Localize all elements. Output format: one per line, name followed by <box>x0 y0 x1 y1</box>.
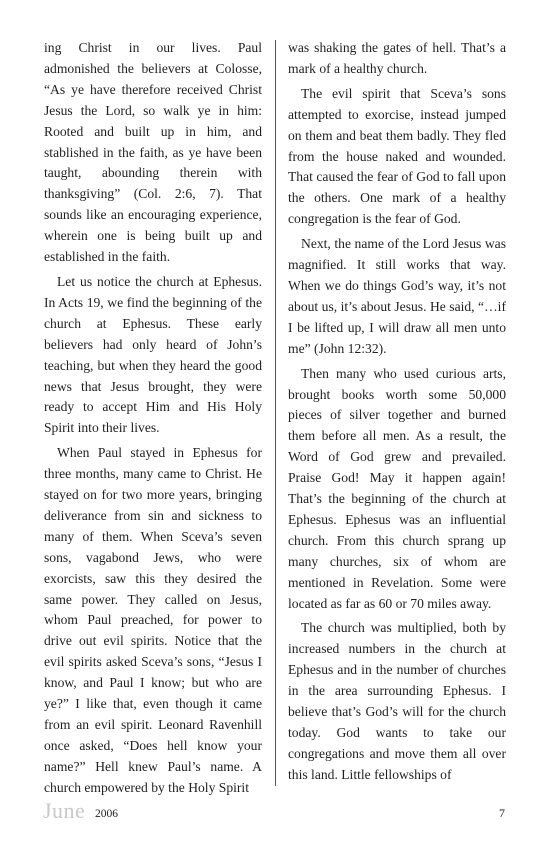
left-text-column <box>44 38 262 799</box>
paragraph: was shaking the gates of hell. That’s a mark of a healthy church. <box>288 40 506 76</box>
paragraph: ing Christ in our lives. Paul admonished the believers at Colosse, “As ye have therefore received Christ Jesus the Lord, so walk ye in him: Rooted and built up in him, and stablished in the faith, as ye have been taught, abounding therein with thanksgiving” (Col. 2:6, 7). That sounds like an encouraging experience, wherein one is being built up and established in the faith. <box>44 40 262 265</box>
right-text-column <box>288 38 506 786</box>
paragraph: Let us notice the church at Ephesus. In Acts 19, we find the beginning of the church at Ephesus. These early believers had only heard of John’s teaching, but when they heard the good news that Jesus brought, they were ready to accept Him and His Holy Spirit into their lives. <box>44 273 262 436</box>
paragraph: When Paul stayed in Ephesus for three months, many came to Christ. He stayed on for two more years, bringing deliverance from sin and sickness to many of them. When Sceva’s seven sons, vagabond Jews, who were exorcists, saw this they desired the same power. They called on Jesus, whom Paul preached, for power to drive out evil spirits. Notice that the evil spirits asked Sceva’s sons, “Jesus I know, and Paul I know; but who are ye?” I like that, even though it came from an evil spirit. Leonard Ravenhill once asked, “Does hell know your name?” Hell knew Paul’s name. A church empowered by the Holy Spirit <box>44 445 262 795</box>
footer-year: 2006 <box>95 808 118 820</box>
column-divider <box>275 40 276 786</box>
page-number: 7 <box>499 806 505 820</box>
paragraph: Then many who used curious arts, brought books worth some 50,000 pieces of silver together and burned them before all men. As a result, the Word of God grew and prevailed. Praise God! May it happen again! That’s the beginning of the church at Ephesus. Ephesus was an influential church. From this church sprang up many churches, six of whom are mentioned in Revelation. Some were located as far as 60 or 70 miles away. <box>288 365 506 611</box>
paragraph: The evil spirit that Sceva’s sons attempted to exorcise, instead jumped on them and beat them badly. They fled from the house naked and wounded. That caused the fear of God to fall upon the others. One mark of a healthy congregation is the fear of God. <box>288 85 506 227</box>
paragraph: The church was multiplied, both by increased numbers in the church at Ephesus and in the number of churches in the area surrounding Ephesus. I believe that’s God’s will for the church today. God wants to take our congregations and move them all over this land. Little fellowships of <box>288 620 506 782</box>
paragraph: Next, the name of the Lord Jesus was magnified. It still works that way. When we do things God’s way, it’s not about us, it’s about Jesus. He said, “…if I be lifted up, I will draw all men unto me” (John 12:32). <box>288 236 506 356</box>
footer-month: June <box>43 798 86 823</box>
